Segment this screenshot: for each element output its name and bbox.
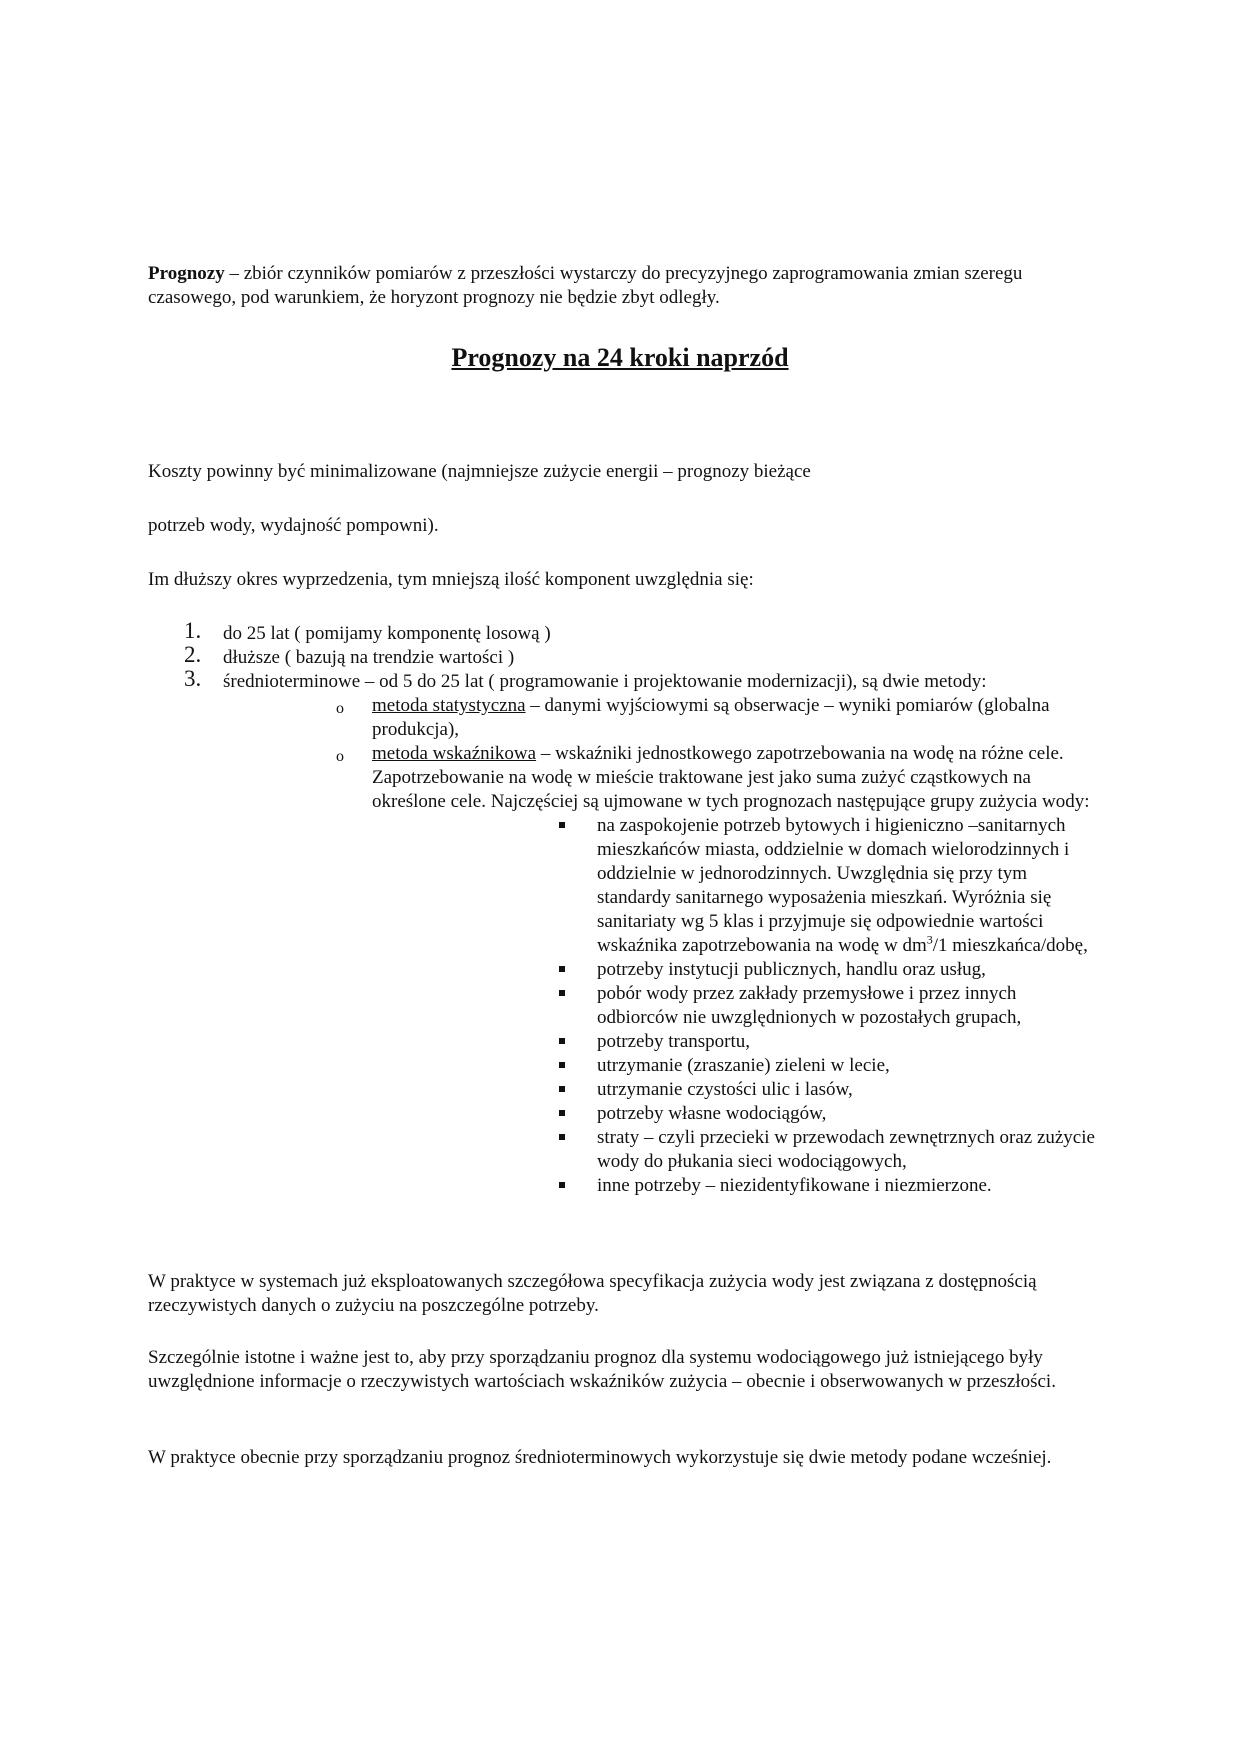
usage-group-item <box>372 1078 1098 1102</box>
usage-group-text: potrzeby transportu, <box>597 1031 751 1052</box>
square-bullet-icon <box>559 966 565 972</box>
horizon-list <box>148 618 1098 1198</box>
costs-paragraph-line2: potrzeb wody, wydajność pompowni). <box>148 515 439 536</box>
section-title: Prognozy na 24 kroki naprzód <box>451 343 789 372</box>
superscript: 3 <box>926 932 933 947</box>
list-item <box>148 642 1098 670</box>
usage-group-item <box>372 814 1098 958</box>
square-bullet-icon <box>559 1134 565 1140</box>
square-bullet-icon <box>559 1086 565 1092</box>
usage-group-item <box>372 1174 1098 1198</box>
square-bullet-icon <box>559 1038 565 1044</box>
usage-group-text: straty – czyli przecieki w przewodach zewnętrznych oraz zużycie wody do płukania sieci wodociągowych, <box>597 1127 1095 1172</box>
longer-horizon-paragraph: Im dłuższy okres wyprzedzenia, tym mniejszą ilość komponent uwzględnia się: <box>148 569 754 590</box>
costs-paragraph-line1: Koszty powinny być minimalizowane (najmniejsze zużycie energii – prognozy bieżące <box>148 461 811 482</box>
intro-text: – zbiór czynników pomiarów z przeszłości wystarczy do precyzyjnego zaprogramowania zmian szeregu czasowego, pod warunkiem, że horyzont prognozy nie będzie zbyt odległy. <box>148 263 1023 308</box>
square-bullet-icon <box>559 1182 565 1188</box>
usage-group-text: utrzymanie czystości ulic i lasów, <box>597 1079 853 1100</box>
intro-term: Prognozy <box>148 263 225 284</box>
usage-group-item <box>372 958 1098 982</box>
square-bullet-icon <box>559 822 565 828</box>
intro-paragraph <box>148 262 1098 310</box>
usage-group-item <box>372 1030 1098 1054</box>
methods-list <box>223 694 1098 1198</box>
list-item-text: do 25 lat ( pomijamy komponentę losową ) <box>223 623 551 644</box>
usage-group-item <box>372 1126 1098 1174</box>
method-statistical-label: metoda statystyczna <box>372 695 526 716</box>
usage-group-text: inne potrzeby – niezidentyfikowane i niezmierzone. <box>597 1175 992 1196</box>
list-number: 2. <box>184 642 202 667</box>
circle-bullet-icon: o <box>336 748 344 765</box>
usage-group-text: pobór wody przez zakłady przemysłowe i przez innych odbiorców nie uwzględnionych w pozostałych grupach, <box>597 983 1022 1028</box>
usage-group-text-a: na zaspokojenie potrzeb bytowych i higieniczno –sanitarnych mieszkańców miasta, oddzielnie w domach wielorodzinnych i oddzielnie w jednorodzinnych. Uwzględnia się przy tym standardy sanitarnego wyposażenia mieszkań. Wyróżnia się sanitariaty wg 5 klas i przyjmuje się odpowiednie wartości wskaźnika zapotrzebowania na wodę w dm <box>597 815 1070 956</box>
circle-bullet-icon: o <box>336 700 344 717</box>
list-item <box>148 618 1098 646</box>
usage-group-text-b: /1 mieszkańca/dobę, <box>932 935 1088 956</box>
usage-groups-list <box>372 814 1098 1198</box>
list-number: 3. <box>184 666 202 691</box>
square-bullet-icon <box>559 990 565 996</box>
usage-group-text: potrzeby instytucji publicznych, handlu oraz usług, <box>597 959 986 980</box>
usage-group-item <box>372 1102 1098 1126</box>
method-indicator <box>223 742 1098 1198</box>
square-bullet-icon <box>559 1110 565 1116</box>
usage-group-item <box>372 982 1098 1030</box>
method-statistical-text: – danymi wyjściowymi są obserwacje – wyniki pomiarów (globalna produkcja), <box>372 695 1050 740</box>
usage-group-item <box>372 1054 1098 1078</box>
list-number: 1. <box>184 618 202 643</box>
square-bullet-icon <box>559 1062 565 1068</box>
important-paragraph: Szczególnie istotne i ważne jest to, aby przy sporządzaniu prognoz dla systemu wodociągowego już istniejącego były uwzględnione informacje o rzeczywistych wartościach wskaźników zużycia – obecnie i obserwowanych w przeszłości. <box>148 1347 1056 1392</box>
list-item-text: średnioterminowe – od 5 do 25 lat ( programowanie i projektowanie modernizacji), są dwie metody: <box>223 671 987 692</box>
method-statistical <box>223 694 1098 742</box>
method-indicator-text: – wskaźniki jednostkowego zapotrzebowania na wodę na różne cele. Zapotrzebowanie na wodę w mieście traktowane jest jako suma zużyć cząstkowych na określone cele. Najczęściej są ujmowane w tych prognozach następujące grupy zużycia wody: <box>372 743 1090 812</box>
usage-group-text: potrzeby własne wodociągów, <box>597 1103 827 1124</box>
method-indicator-label: metoda wskaźnikowa <box>372 743 537 764</box>
list-item <box>148 666 1098 1198</box>
final-paragraph: W praktyce obecnie przy sporządzaniu prognoz średnioterminowych wykorzystuje się dwie metody podane wcześniej. <box>148 1447 1052 1468</box>
list-item-text: dłuższe ( bazują na trendzie wartości ) <box>223 647 515 668</box>
practice-paragraph: W praktyce w systemach już eksploatowanych szczegółowa specyfikacja zużycia wody jest związana z dostępnością rzeczywistych danych o zużyciu na poszczególne potrzeby. <box>148 1271 1037 1316</box>
usage-group-text: utrzymanie (zraszanie) zieleni w lecie, <box>597 1055 890 1076</box>
